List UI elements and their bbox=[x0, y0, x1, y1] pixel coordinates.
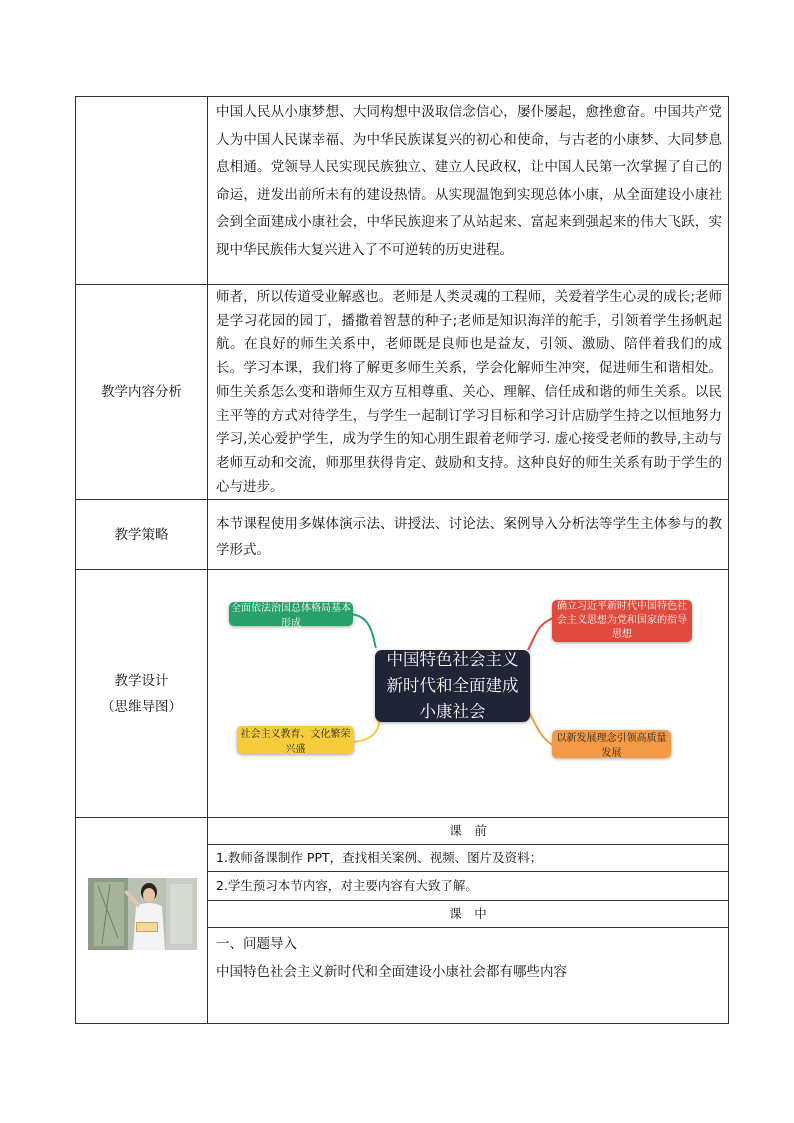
content-analysis-cell bbox=[208, 285, 729, 500]
mindmap-center-node: 中国特色社会主义新时代和全面建成小康社会 bbox=[375, 650, 530, 722]
during-class-item-1: 一、问题导入 bbox=[216, 936, 297, 953]
content-analysis-text: 师者，所以传道受业解惑也。老师是人类灵魂的工程师，关爱着学生心灵的成长;老师是学习花园的园丁，播撒着智慧的种子;老师是知识海洋的舵手，引领着学生扬帆起航。在良好的师生关系中，老师既是良师也是益友，引领、激励、陪伴着我们的成长。学习本课，我们将了解更多师生关系，学会化解师生冲突，促进师生和谐相处。师生关系怎么变和谐师生双方互相尊重、关心、理解、信任成和谐的师生关系。以民主平等的方式对待学生，与学生一起制订学习目标和学习计店励学生持之以恒地努力学习,关心爱护学生，成为学生的知心朋生跟着老师学习. 虚心接受老师的教导,主动与老师互动和交流，师那里获得肯定、鼓励和支持。这种良好的师生关系有助于学生的心与进步。 bbox=[216, 289, 722, 495]
strategy-row bbox=[76, 500, 729, 570]
process-cell bbox=[208, 818, 729, 1024]
strategy-text: 本节课程使用多媒体演示法、讲授法、讨论法、案例导入分析法等学生主体参与的教学形式。 bbox=[216, 516, 722, 558]
mindmap-cell bbox=[208, 570, 729, 818]
intro-label-cell bbox=[76, 97, 208, 285]
intro-text: 中国人民从小康梦想、大同构想中汲取信念信心，屡仆屡起，愈挫愈奋。中国共产党人为中国人民谋幸福、为中华民族谋复兴的初心和使命，与古老的小康梦、大同梦息息相通。党领导人民实现民族独立、建立人民政权，让中国人民第一次掌握了自己的命运，迸发出前所未有的建设热情。从实现温饱到实现总体小康，从全面建设小康社会到全面建成小康社会，中华民族迎来了从站起来、富起来到强起来的伟大飞跃，实现中华民族伟大复兴进入了不可逆转的历史进程。 bbox=[216, 104, 722, 258]
content-analysis-row bbox=[76, 285, 729, 500]
design-label: 教学设计 bbox=[114, 672, 169, 689]
before-class-item-2: 2.学生预习本节内容，对主要内容有大致了解。 bbox=[208, 872, 728, 901]
mindmap-node-bottom-left: 社会主义教育、文化繁荣兴盛 bbox=[237, 726, 354, 754]
design-sublabel: （思维导图） bbox=[101, 698, 182, 715]
intro-text-cell bbox=[208, 97, 729, 285]
before-class-item-1: 1.教师备课制作 PPT，查找相关案例、视频、图片及资料； bbox=[208, 845, 728, 872]
intro-row bbox=[76, 97, 729, 285]
before-class-heading: 课 前 bbox=[208, 818, 728, 845]
design-row bbox=[76, 570, 729, 818]
mindmap-node-top-right: 确立习近平新时代中国特色社会主义思想为党和国家的指导思想 bbox=[552, 600, 692, 642]
mindmap-node-bottom-right: 以新发展理念引领高质量发展 bbox=[552, 730, 671, 758]
strategy-label: 教学策略 bbox=[76, 500, 208, 570]
mindmap-node-top-left: 全面依法治国总体格局基本形成 bbox=[231, 603, 351, 630]
connector-bottom-right bbox=[528, 710, 553, 745]
strategy-cell bbox=[208, 500, 729, 570]
during-class-content bbox=[208, 928, 728, 988]
mindmap bbox=[208, 570, 728, 814]
during-class-item-2: 中国特色社会主义新时代和全面建设小康社会都有哪些内容 bbox=[216, 964, 567, 981]
content-analysis-label: 教学内容分析 bbox=[76, 285, 208, 500]
design-label-cell bbox=[76, 570, 208, 818]
connector-top-right bbox=[528, 618, 553, 650]
teacher-photo bbox=[88, 878, 197, 950]
during-class-heading: 课 中 bbox=[208, 901, 728, 928]
